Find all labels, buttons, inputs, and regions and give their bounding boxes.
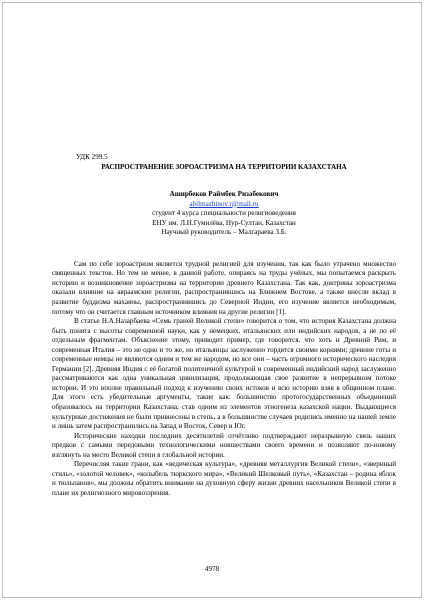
article-body xyxy=(52,260,396,499)
udk-code: УДК 299.5 xyxy=(76,153,108,161)
supervisor-line: Научный руководитель – Малгараева З.Б. xyxy=(161,228,287,237)
page-number: 4978 xyxy=(204,565,220,573)
body-paragraph: В статье Н.А.Назарбаева «Семь граней Великой степи» говорится о том, что история Казахстана должна быть понята с высоты современной науки, как у немецких, итальянских или индийских народов, а не по её отдельным фрагментам. Объяснение этому, приводит пример, где говорится, что хоть и Древний Рим, и современная Италия – это не одно и то же, но итальянцы заслуженно гордятся своими корнями; древние готы и современные немцы не являются одним и тем же народом, но все они – часть огромного исторического наследия Германии [2]. Древняя Индия с её богатой политеичной культурой и современный индийский народ заслуженно рассматриваются как одна уникальная цивилизация, продолжающая свое развитие в непрерывном потоке истории. И это вполне правильный подход к изучению своих истоков и всю историю взяв в общинном плане. Для этого есть убедительные аргументы, такие как: большинство протогосударственных объединений образовалось на территории Казахстана, став одним из элементов этногенеза казахской нации. Выдающиеся культурные достижения не были привнесены в степь, а в большинстве случаев родились именно на нашей земле и лишь затем распространились на Запад и Восток, Север и Юг. xyxy=(52,317,396,431)
body-paragraph: Сам по себе зороастризм является трудной религией для изучения, так как было утрачено множество священных текстов. Но тем не менее, в данной работе, опираясь на труды учёных, мы попытаемся раскрыть историю и возникновение зороастризма на территории древнего Казахстана. Так как, доктрины зороастризма оказали влияние на авраамские религии, распространившись на Ближнем Востоке, а также внесли вклад в развитие буддизма махаяны, распространившись до Северной Индии, его изучение является необходимым, потому что он считается главным источником влияния на другие религии [1]. xyxy=(52,259,396,316)
author-name: Аширбеков Раймбек Ризабекович xyxy=(169,190,279,199)
body-paragraph: Исторические находки последних десятилетий отчётливо подтверждают неразрывную связь наших предков с самыми передовыми технологическими новшествами своего времени и позволяют по-новому взглянуть на место Великой степи в глобальной истории. xyxy=(52,431,396,459)
author-affiliation-line: ЕНУ им. Л.Н.Гумилёва, Нур-Султан, Казахстан xyxy=(152,218,296,227)
body-paragraph: Перечисляя такие грани, как «ведическая культура», «древняя металлургия Великой степи», «звериный стиль», «золотой человек», «колыбель тюркского мира», «Великий Шелковый путь», «Казахстан – родина яблок и тюльпанов», мы должны обратить внимание на духовную сферу жизни древних насельников Великой степи в плане их религиозного мировоззрения. xyxy=(52,460,396,497)
article xyxy=(52,153,396,499)
author-affiliation-line: студент 4 курса специальности религиоведения xyxy=(152,209,296,218)
author-email-link[interactable]: abilmazhinov.r@mail.ru xyxy=(189,199,259,208)
article-title: РАСПРОСТРАНЕНИЕ ЗОРОАСТРИЗМА НА ТЕРРИТОРИИ КАЗАХСТАНА xyxy=(101,162,347,171)
document-page xyxy=(2,2,422,598)
